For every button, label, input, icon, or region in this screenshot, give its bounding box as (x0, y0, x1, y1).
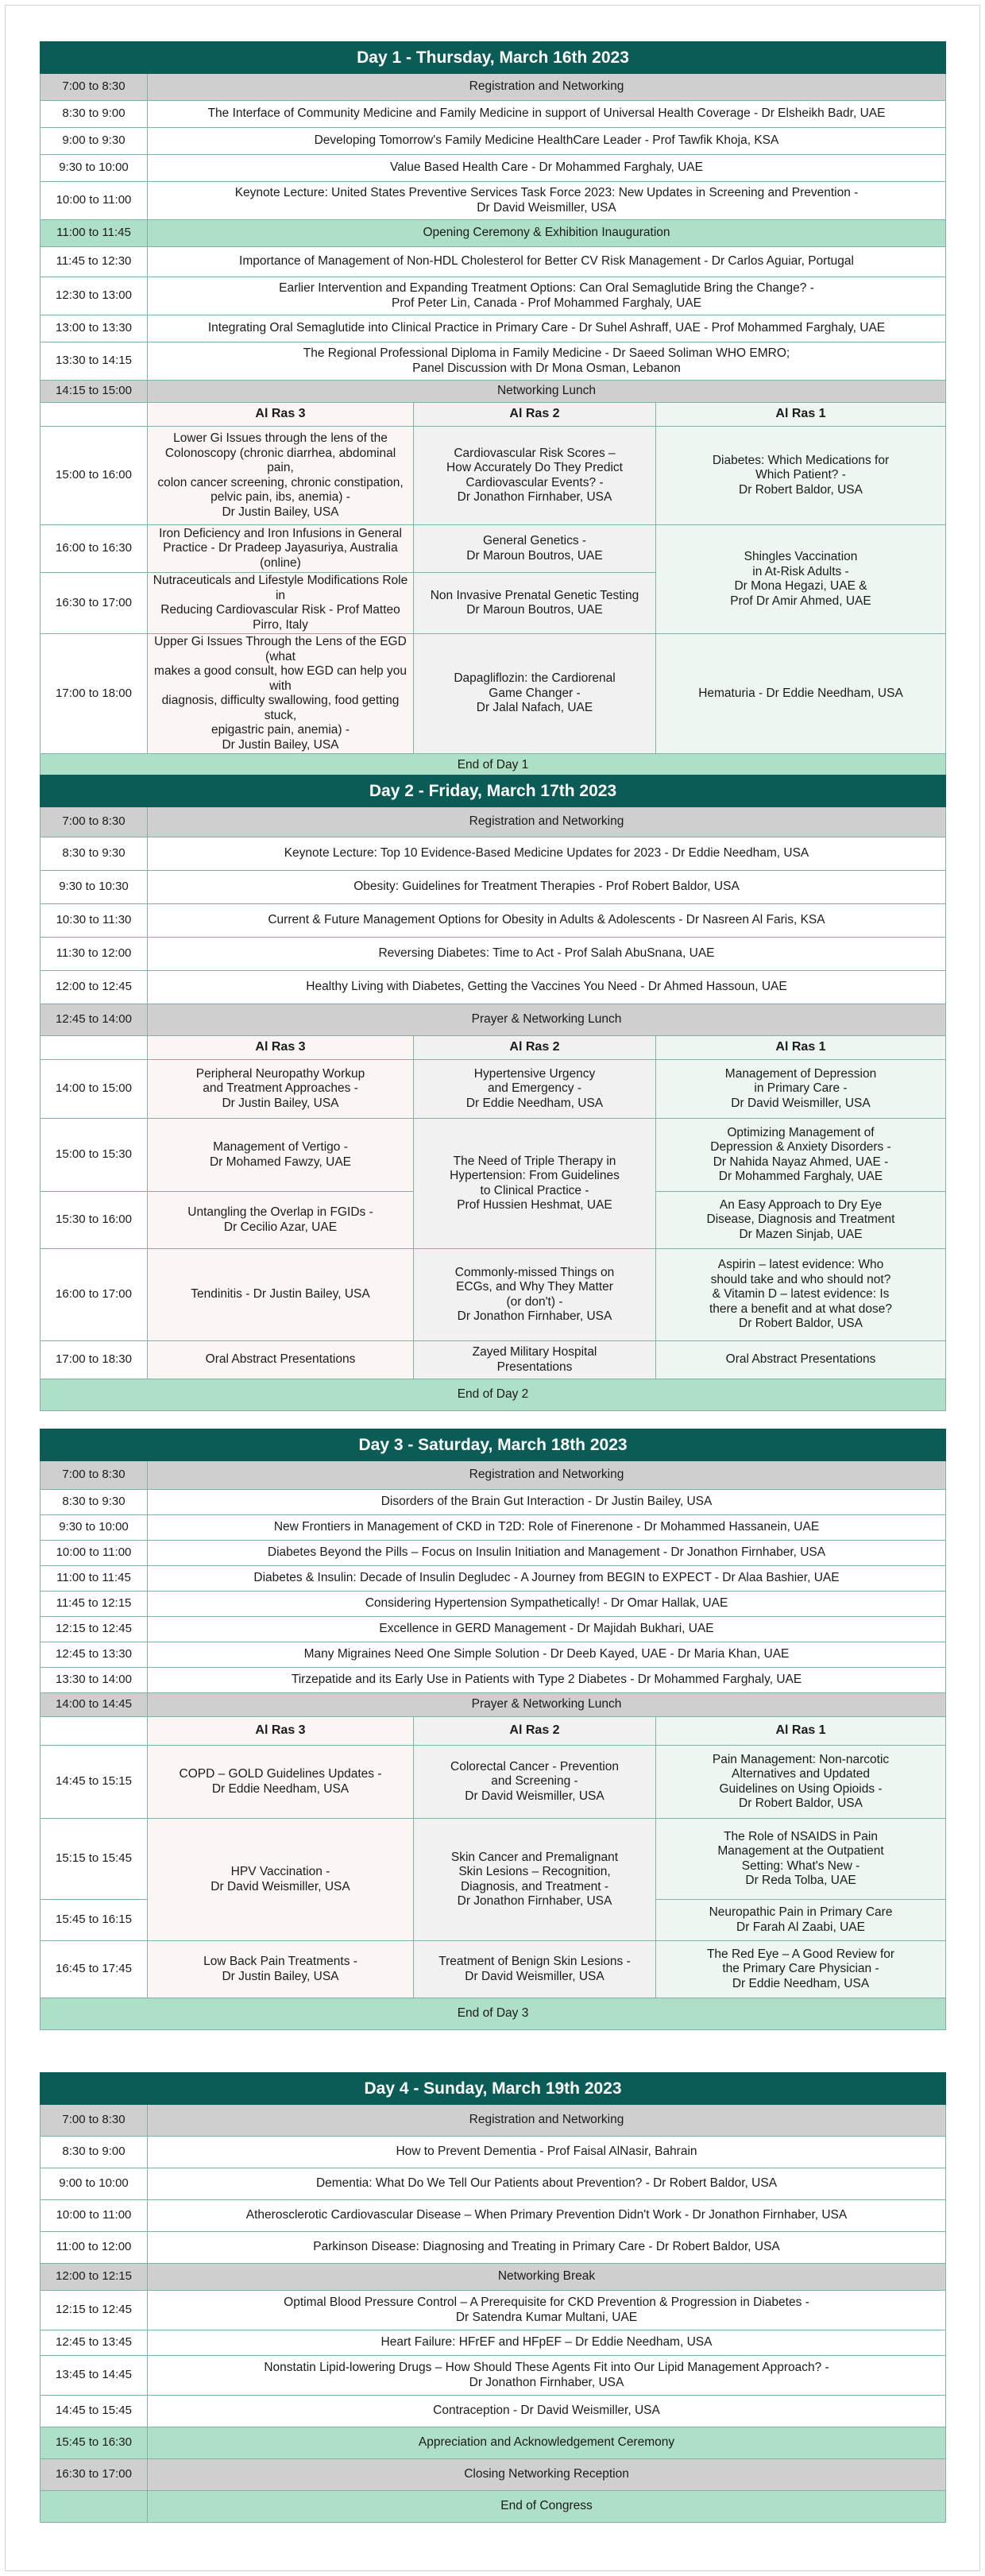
session-title: Value Based Health Care - Dr Mohammed Farghaly, UAE (148, 155, 946, 182)
session-ceremony: Appreciation and Acknowledgement Ceremony (148, 2427, 946, 2459)
session-keynote: Keynote Lecture: United States Preventive Services Task Force 2023: New Updates in Screening and Prevention - Dr David Weismiller, USA (148, 182, 946, 220)
time-cell: 15:15 to 15:45 (41, 1819, 148, 1900)
session-registration: Registration and Networking (148, 74, 946, 101)
session-title: Healthy Living with Diabetes, Getting the Vaccines You Need - Dr Ahmed Hassoun, UAE (148, 971, 946, 1004)
end-of-congress: End of Congress (148, 2491, 946, 2523)
time-cell: 12:15 to 12:45 (41, 1617, 148, 1642)
day-title: Day 2 - Friday, March 17th 2023 (41, 776, 946, 807)
time-cell: 11:00 to 11:45 (41, 1566, 148, 1592)
time-cell: 13:30 to 14:00 (41, 1668, 148, 1693)
time-cell: 14:15 to 15:00 (41, 381, 148, 403)
session-lunch: Networking Lunch (148, 381, 946, 403)
session-al-ras-1: Aspirin – latest evidence: Who should take and who should not? & Vitamin D – latest evidence: Is there a benefit and at what dose? Dr Robert Baldor, USA (656, 1249, 946, 1341)
session-title: Excellence in GERD Management - Dr Majidah Bukhari, UAE (148, 1617, 946, 1642)
session-al-ras-3: COPD – GOLD Guidelines Updates - Dr Eddie Needham, USA (148, 1746, 414, 1819)
session-al-ras-3: Oral Abstract Presentations (148, 1341, 414, 1379)
session-al-ras-3: HPV Vaccination - Dr David Weismiller, USA (148, 1819, 414, 1941)
time-cell: 10:30 to 11:30 (41, 904, 148, 938)
time-cell: 11:00 to 12:00 (41, 2232, 148, 2264)
session-title: Diabetes Beyond the Pills – Focus on Insulin Initiation and Management - Dr Jonathon Firnhaber, USA (148, 1541, 946, 1566)
session-title: Importance of Management of Non-HDL Cholesterol for Better CV Risk Management - Dr Carlos Aguiar, Portugal (148, 247, 946, 277)
time-cell: 15:00 to 15:30 (41, 1119, 148, 1192)
time-cell: 14:45 to 15:15 (41, 1746, 148, 1819)
day2-schedule (40, 775, 946, 1411)
session-al-ras-1: Neuropathic Pain in Primary Care Dr Farah Al Zaabi, UAE (656, 1900, 946, 1941)
session-al-ras-2: Hypertensive Urgency and Emergency - Dr Eddie Needham, USA (414, 1060, 656, 1119)
session-al-ras-1: Optimizing Management of Depression & Anxiety Disorders - Dr Nahida Nayaz Ahmed, UAE - Dr Mohammed Farghaly, UAE (656, 1119, 946, 1192)
session-title: Integrating Oral Semaglutide into Clinical Practice in Primary Care - Dr Suhel Ashraff, UAE - Prof Mohammed Farghaly, UAE (148, 315, 946, 342)
session-al-ras-2: Dapagliflozin: the Cardiorenal Game Changer - Dr Jalal Nafach, UAE (414, 634, 656, 754)
session-al-ras-2: Non Invasive Prenatal Genetic Testing Dr Maroun Boutros, UAE (414, 573, 656, 634)
session-title: New Frontiers in Management of CKD in T2D: Role of Finerenone - Dr Mohammed Hassanein, UAE (148, 1515, 946, 1541)
time-cell: 10:00 to 11:00 (41, 182, 148, 220)
session-al-ras-3: Tendinitis - Dr Justin Bailey, USA (148, 1249, 414, 1341)
time-cell: 11:45 to 12:30 (41, 247, 148, 277)
time-cell: 8:30 to 9:00 (41, 101, 148, 128)
time-cell: 12:00 to 12:15 (41, 2264, 148, 2291)
session-al-ras-3: Management of Vertigo - Dr Mohamed Fawzy, UAE (148, 1119, 414, 1192)
time-cell: 16:00 to 16:30 (41, 525, 148, 573)
time-cell: 13:45 to 14:45 (41, 2356, 148, 2396)
end-of-day: End of Day 1 (41, 754, 946, 778)
session-title: Developing Tomorrow's Family Medicine HealthCare Leader - Prof Tawfik Khoja, KSA (148, 128, 946, 155)
time-cell: 16:45 to 17:45 (41, 1941, 148, 1998)
day1-schedule (40, 41, 946, 778)
time-cell: 9:30 to 10:30 (41, 871, 148, 904)
time-cell: 15:30 to 16:00 (41, 1192, 148, 1249)
day-title: Day 4 - Sunday, March 19th 2023 (41, 2073, 946, 2105)
session-title: Considering Hypertension Sympathetically! - Dr Omar Hallak, UAE (148, 1592, 946, 1617)
session-al-ras-3: Lower Gi Issues through the lens of the Colonoscopy (chronic diarrhea, abdominal pain, colon cancer screening, chronic constipation, pelvic pain, ibs, anemia) - Dr Justin Bailey, USA (148, 427, 414, 525)
time-cell: 10:00 to 11:00 (41, 2200, 148, 2232)
time-cell: 9:30 to 10:00 (41, 155, 148, 182)
day-title: Day 1 - Thursday, March 16th 2023 (41, 42, 946, 74)
time-cell: 7:00 to 8:30 (41, 1461, 148, 1490)
time-cell: 12:15 to 12:45 (41, 2291, 148, 2330)
room-header-al-ras-3: Al Ras 3 (148, 1036, 414, 1060)
room-header-al-ras-2: Al Ras 2 (414, 1036, 656, 1060)
end-of-day: End of Day 2 (41, 1379, 946, 1411)
time-cell: 14:45 to 15:45 (41, 2396, 148, 2427)
session-lunch: Prayer & Networking Lunch (148, 1004, 946, 1036)
room-header-al-ras-3: Al Ras 3 (148, 403, 414, 427)
session-title: The Regional Professional Diploma in Family Medicine - Dr Saeed Soliman WHO EMRO; Panel Discussion with Dr Mona Osman, Lebanon (148, 342, 946, 381)
session-al-ras-1: An Easy Approach to Dry Eye Disease, Diagnosis and Treatment Dr Mazen Sinjab, UAE (656, 1192, 946, 1249)
session-al-ras-2: General Genetics - Dr Maroun Boutros, UAE (414, 525, 656, 573)
time-cell: 13:30 to 14:15 (41, 342, 148, 381)
day4-schedule (40, 2072, 946, 2523)
session-title: Parkinson Disease: Diagnosing and Treating in Primary Care - Dr Robert Baldor, USA (148, 2232, 946, 2264)
time-cell: 15:45 to 16:30 (41, 2427, 148, 2459)
time-cell: 17:00 to 18:30 (41, 1341, 148, 1379)
end-of-day: End of Day 3 (41, 1998, 946, 2030)
session-title: Diabetes & Insulin: Decade of Insulin Degludec - A Journey from BEGIN to EXPECT - Dr Alaa Bashier, UAE (148, 1566, 946, 1592)
time-cell: 10:00 to 11:00 (41, 1541, 148, 1566)
session-title: Dementia: What Do We Tell Our Patients about Prevention? - Dr Robert Baldor, USA (148, 2168, 946, 2200)
session-ceremony: Opening Ceremony & Exhibition Inauguration (148, 220, 946, 247)
time-cell: 8:30 to 9:30 (41, 837, 148, 871)
time-cell: 12:00 to 12:45 (41, 971, 148, 1004)
blank-cell (41, 1036, 148, 1060)
time-cell: 11:45 to 12:15 (41, 1592, 148, 1617)
session-title: Nonstatin Lipid-lowering Drugs – How Should These Agents Fit into Our Lipid Management Approach? - Dr Jonathon Firnhaber, USA (148, 2356, 946, 2396)
time-cell: 11:30 to 12:00 (41, 938, 148, 971)
session-al-ras-3: Nutraceuticals and Lifestyle Modifications Role in Reducing Cardiovascular Risk - Prof Matteo Pirro, Italy (148, 573, 414, 634)
time-cell: 9:00 to 10:00 (41, 2168, 148, 2200)
session-title: Heart Failure: HFrEF and HFpEF – Dr Eddie Needham, USA (148, 2330, 946, 2356)
room-header-al-ras-2: Al Ras 2 (414, 1717, 656, 1746)
session-al-ras-1: Oral Abstract Presentations (656, 1341, 946, 1379)
time-cell: 16:30 to 17:00 (41, 2459, 148, 2491)
session-al-ras-1: Shingles Vaccination in At-Risk Adults - Dr Mona Hegazi, UAE & Prof Dr Amir Ahmed, UAE (656, 525, 946, 634)
session-title: Obesity: Guidelines for Treatment Therapies - Prof Robert Baldor, USA (148, 871, 946, 904)
session-al-ras-1: Hematuria - Dr Eddie Needham, USA (656, 634, 946, 754)
day-title: Day 3 - Saturday, March 18th 2023 (41, 1429, 946, 1461)
time-cell: 15:00 to 16:00 (41, 427, 148, 525)
blank-cell (41, 1717, 148, 1746)
session-al-ras-2: The Need of Triple Therapy in Hypertension: From Guidelines to Clinical Practice - Prof Hussien Heshmat, UAE (414, 1119, 656, 1249)
time-cell: 14:00 to 15:00 (41, 1060, 148, 1119)
room-header-al-ras-1: Al Ras 1 (656, 1036, 946, 1060)
session-registration: Registration and Networking (148, 1461, 946, 1490)
session-al-ras-2: Treatment of Benign Skin Lesions - Dr David Weismiller, USA (414, 1941, 656, 1998)
session-registration: Registration and Networking (148, 807, 946, 837)
session-title: Many Migraines Need One Simple Solution - Dr Deeb Kayed, UAE - Dr Maria Khan, UAE (148, 1642, 946, 1668)
session-title: Tirzepatide and its Early Use in Patients with Type 2 Diabetes - Dr Mohammed Farghaly, UAE (148, 1668, 946, 1693)
session-al-ras-2: Cardiovascular Risk Scores – How Accurately Do They Predict Cardiovascular Events? - Dr Jonathon Firnhaber, USA (414, 427, 656, 525)
session-al-ras-1: Pain Management: Non-narcotic Alternatives and Updated Guidelines on Using Opioids - Dr Robert Baldor, USA (656, 1746, 946, 1819)
session-title: Current & Future Management Options for Obesity in Adults & Adolescents - Dr Nasreen Al Faris, KSA (148, 904, 946, 938)
time-cell: 12:45 to 13:30 (41, 1642, 148, 1668)
session-al-ras-2: Skin Cancer and Premalignant Skin Lesions – Recognition, Diagnosis, and Treatment - Dr Jonathon Firnhaber, USA (414, 1819, 656, 1941)
blank-cell (41, 403, 148, 427)
day3-schedule (40, 1429, 946, 2030)
session-al-ras-1: Diabetes: Which Medications for Which Patient? - Dr Robert Baldor, USA (656, 427, 946, 525)
session-al-ras-3: Iron Deficiency and Iron Infusions in General Practice - Dr Pradeep Jayasuriya, Australia (online) (148, 525, 414, 573)
room-header-al-ras-2: Al Ras 2 (414, 403, 656, 427)
room-header-al-ras-1: Al Ras 1 (656, 403, 946, 427)
time-cell (41, 2491, 148, 2523)
session-al-ras-1: The Red Eye – A Good Review for the Primary Care Physician - Dr Eddie Needham, USA (656, 1941, 946, 1998)
session-lunch: Prayer & Networking Lunch (148, 1693, 946, 1717)
session-title: Reversing Diabetes: Time to Act - Prof Salah AbuSnana, UAE (148, 938, 946, 971)
time-cell: 12:30 to 13:00 (41, 277, 148, 315)
session-title: Optimal Blood Pressure Control – A Prerequisite for CKD Prevention & Progression in Diabetes - Dr Satendra Kumar Multani, UAE (148, 2291, 946, 2330)
session-al-ras-3: Upper Gi Issues Through the Lens of the EGD (what makes a good consult, how EGD can help you with diagnosis, difficulty swallowing, food getting stuck, epigastric pain, anemia) - Dr Justin Bailey, USA (148, 634, 414, 754)
time-cell: 16:00 to 17:00 (41, 1249, 148, 1341)
session-reception: Closing Networking Reception (148, 2459, 946, 2491)
session-title: The Interface of Community Medicine and Family Medicine in support of Universal Health Coverage - Dr Elsheikh Badr, UAE (148, 101, 946, 128)
time-cell: 14:00 to 14:45 (41, 1693, 148, 1717)
session-al-ras-2: Colorectal Cancer - Prevention and Screening - Dr David Weismiller, USA (414, 1746, 656, 1819)
session-al-ras-3: Low Back Pain Treatments - Dr Justin Bailey, USA (148, 1941, 414, 1998)
time-cell: 13:00 to 13:30 (41, 315, 148, 342)
session-al-ras-2: Zayed Military Hospital Presentations (414, 1341, 656, 1379)
time-cell: 7:00 to 8:30 (41, 2105, 148, 2137)
session-al-ras-3: Peripheral Neuropathy Workup and Treatment Approaches - Dr Justin Bailey, USA (148, 1060, 414, 1119)
session-title: Earlier Intervention and Expanding Treatment Options: Can Oral Semaglutide Bring the Change? - Prof Peter Lin, Canada - Prof Mohammed Farghaly, UAE (148, 277, 946, 315)
time-cell: 9:00 to 9:30 (41, 128, 148, 155)
time-cell: 9:30 to 10:00 (41, 1515, 148, 1541)
session-registration: Registration and Networking (148, 2105, 946, 2137)
time-cell: 17:00 to 18:00 (41, 634, 148, 754)
time-cell: 7:00 to 8:30 (41, 74, 148, 101)
time-cell: 12:45 to 13:45 (41, 2330, 148, 2356)
session-keynote: Keynote Lecture: Top 10 Evidence-Based Medicine Updates for 2023 - Dr Eddie Needham, USA (148, 837, 946, 871)
time-cell: 16:30 to 17:00 (41, 573, 148, 634)
time-cell: 12:45 to 14:00 (41, 1004, 148, 1036)
time-cell: 8:30 to 9:30 (41, 1490, 148, 1515)
time-cell: 15:45 to 16:15 (41, 1900, 148, 1941)
time-cell: 11:00 to 11:45 (41, 220, 148, 247)
time-cell: 8:30 to 9:00 (41, 2137, 148, 2168)
session-title: Atherosclerotic Cardiovascular Disease – When Primary Prevention Didn't Work - Dr Jonathon Firnhaber, USA (148, 2200, 946, 2232)
session-title: How to Prevent Dementia - Prof Faisal AlNasir, Bahrain (148, 2137, 946, 2168)
session-title: Contraception - Dr David Weismiller, USA (148, 2396, 946, 2427)
session-break: Networking Break (148, 2264, 946, 2291)
time-cell: 7:00 to 8:30 (41, 807, 148, 837)
room-header-al-ras-1: Al Ras 1 (656, 1717, 946, 1746)
session-al-ras-3: Untangling the Overlap in FGIDs - Dr Cecilio Azar, UAE (148, 1192, 414, 1249)
room-header-al-ras-3: Al Ras 3 (148, 1717, 414, 1746)
session-title: Disorders of the Brain Gut Interaction - Dr Justin Bailey, USA (148, 1490, 946, 1515)
session-al-ras-1: The Role of NSAIDS in Pain Management at the Outpatient Setting: What's New - Dr Reda Tolba, UAE (656, 1819, 946, 1900)
session-al-ras-2: Commonly-missed Things on ECGs, and Why They Matter (or don't) - Dr Jonathon Firnhaber, USA (414, 1249, 656, 1341)
session-al-ras-1: Management of Depression in Primary Care - Dr David Weismiller, USA (656, 1060, 946, 1119)
